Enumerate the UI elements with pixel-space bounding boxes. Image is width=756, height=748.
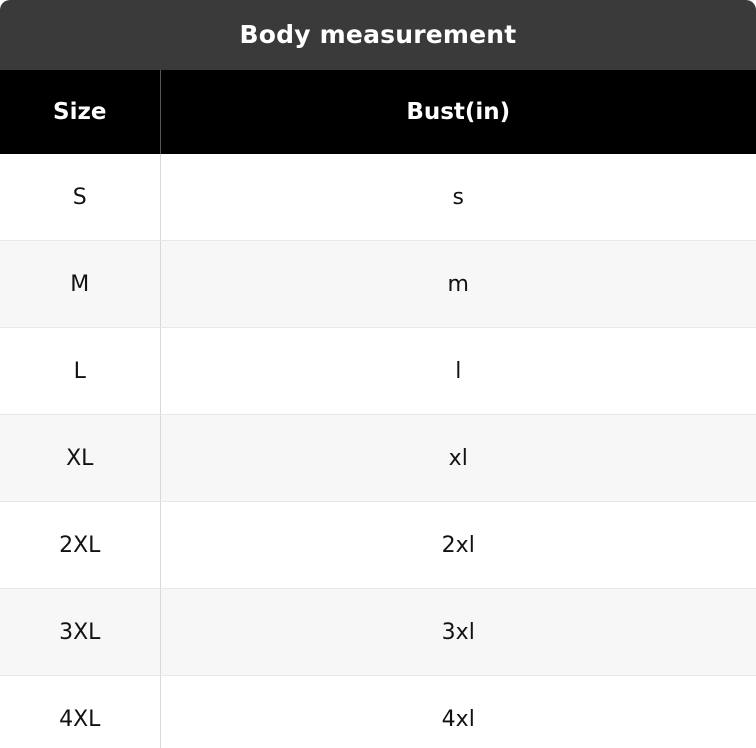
table-row <box>0 502 756 589</box>
table-row <box>0 154 756 241</box>
column-header-size: Size <box>0 70 160 154</box>
header-row <box>0 70 756 154</box>
cell-bust: 4xl <box>160 676 756 748</box>
table-row <box>0 676 756 748</box>
cell-size: 3XL <box>0 589 160 676</box>
cell-bust: 3xl <box>160 589 756 676</box>
table-header <box>0 70 756 154</box>
cell-size: XL <box>0 415 160 502</box>
cell-size: L <box>0 328 160 415</box>
cell-bust: m <box>160 241 756 328</box>
table-row <box>0 241 756 328</box>
cell-size: S <box>0 154 160 241</box>
table-row <box>0 415 756 502</box>
cell-bust: l <box>160 328 756 415</box>
table-body <box>0 154 756 748</box>
table-row <box>0 328 756 415</box>
table-caption: Body measurement <box>0 0 756 70</box>
cell-bust: s <box>160 154 756 241</box>
column-header-bust: Bust(in) <box>160 70 756 154</box>
cell-size: 4XL <box>0 676 160 748</box>
cell-size: 2XL <box>0 502 160 589</box>
cell-bust: xl <box>160 415 756 502</box>
size-chart-table <box>0 70 756 748</box>
table-row <box>0 589 756 676</box>
cell-size: M <box>0 241 160 328</box>
cell-bust: 2xl <box>160 502 756 589</box>
